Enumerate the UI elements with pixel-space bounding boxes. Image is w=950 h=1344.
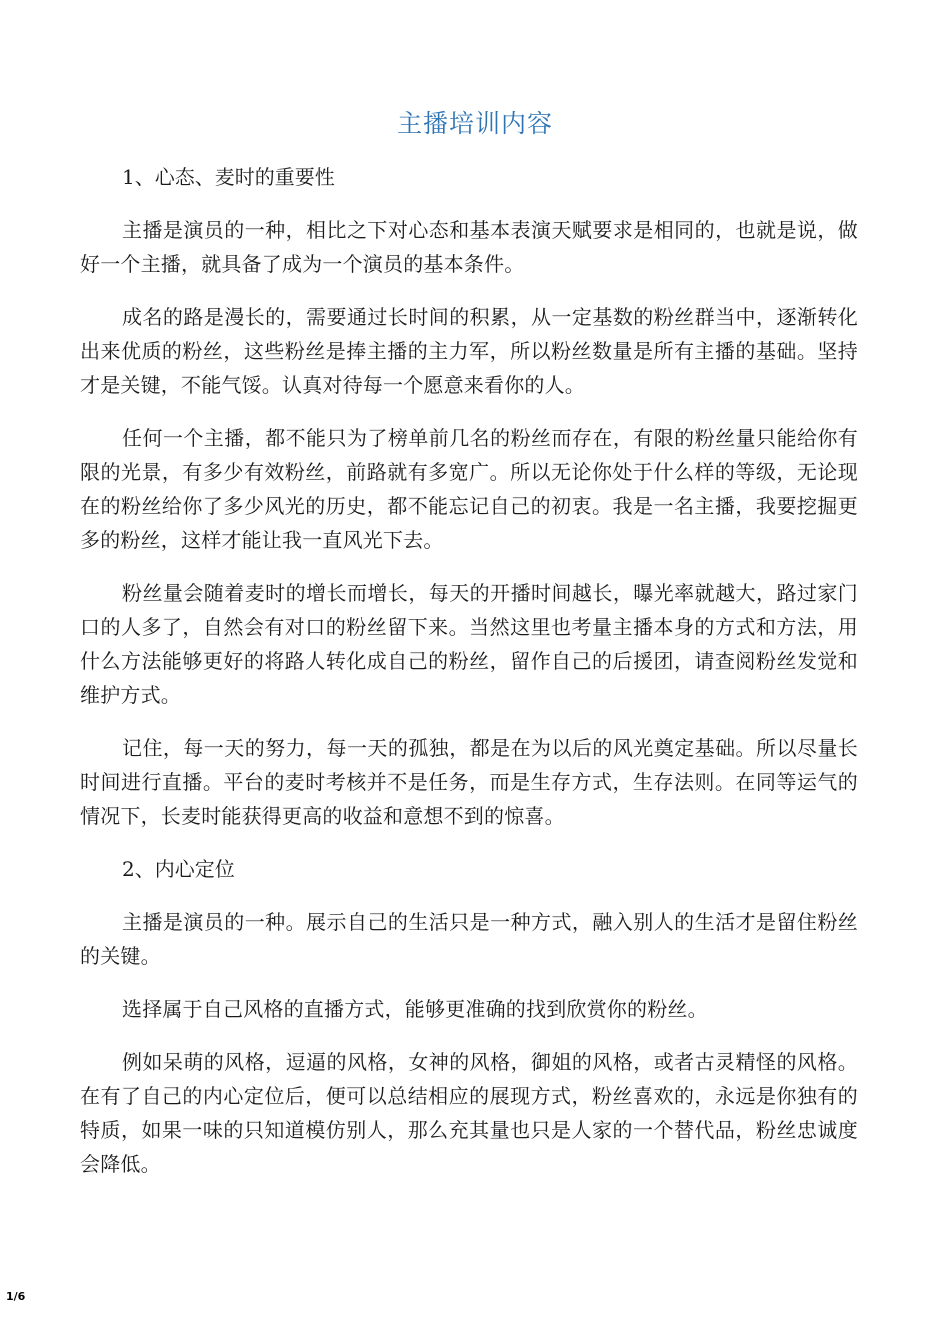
paragraph: 粉丝量会随着麦时的增长而增长，每天的开播时间越长，曝光率就越大，路过家门口的人多了，自然会有对口的粉丝留下来。当然这里也考量主播本身的方式和方法，用什么方法能够更好的将路人转化成自己的粉丝，留作自己的后援团，请查阅粉丝发觉和维护方式。 (80, 581, 858, 707)
page-title: 主播培训内容 (396, 109, 553, 138)
paragraph: 主播是演员的一种。展示自己的生活只是一种方式，融入别人的生活才是留住粉丝的关键。 (80, 910, 858, 968)
paragraph: 任何一个主播，都不能只为了榜单前几名的粉丝而存在，有限的粉丝量只能给你有限的光景，有多少有效粉丝，前路就有多宽广。所以无论你处于什么样的等级，无论现在的粉丝给你了多少风光的历史，都不能忘记自己的初衷。我是一名主播，我要挖掘更多的粉丝，这样才能让我一直风光下去。 (80, 426, 858, 552)
page-indicator: 1/6 (6, 1290, 26, 1303)
paragraph: 例如呆萌的风格，逗逼的风格，女神的风格，御姐的风格，或者古灵精怪的风格。在有了自己的内心定位后，便可以总结相应的展现方式，粉丝喜欢的，永远是你独有的特质，如果一味的只知道模仿别人，那么充其量也只是人家的一个替代品，粉丝忠诚度会降低。 (80, 1050, 858, 1176)
document-body (80, 160, 858, 1200)
paragraph: 主播是演员的一种，相比之下对心态和基本表演天赋要求是相同的，也就是说，做好一个主播，就具备了成为一个演员的基本条件。 (80, 218, 858, 276)
section-heading-1: 1、心态、麦时的重要性 (122, 165, 335, 189)
paragraph: 记住，每一天的努力，每一天的孤独，都是在为以后的风光奠定基础。所以尽量长时间进行直播。平台的麦时考核并不是任务，而是生存方式，生存法则。在同等运气的情况下，长麦时能获得更高的收益和意想不到的惊喜。 (80, 736, 858, 828)
paragraph: 成名的路是漫长的，需要通过长时间的积累，从一定基数的粉丝群当中，逐渐转化出来优质的粉丝，这些粉丝是捧主播的主力军，所以粉丝数量是所有主播的基础。坚持才是关键，不能气馁。认真对待每一个愿意来看你的人。 (80, 305, 858, 397)
paragraph: 选择属于自己风格的直播方式，能够更准确的找到欣赏你的粉丝。 (122, 997, 708, 1021)
section-heading-2: 2、内心定位 (122, 857, 235, 881)
